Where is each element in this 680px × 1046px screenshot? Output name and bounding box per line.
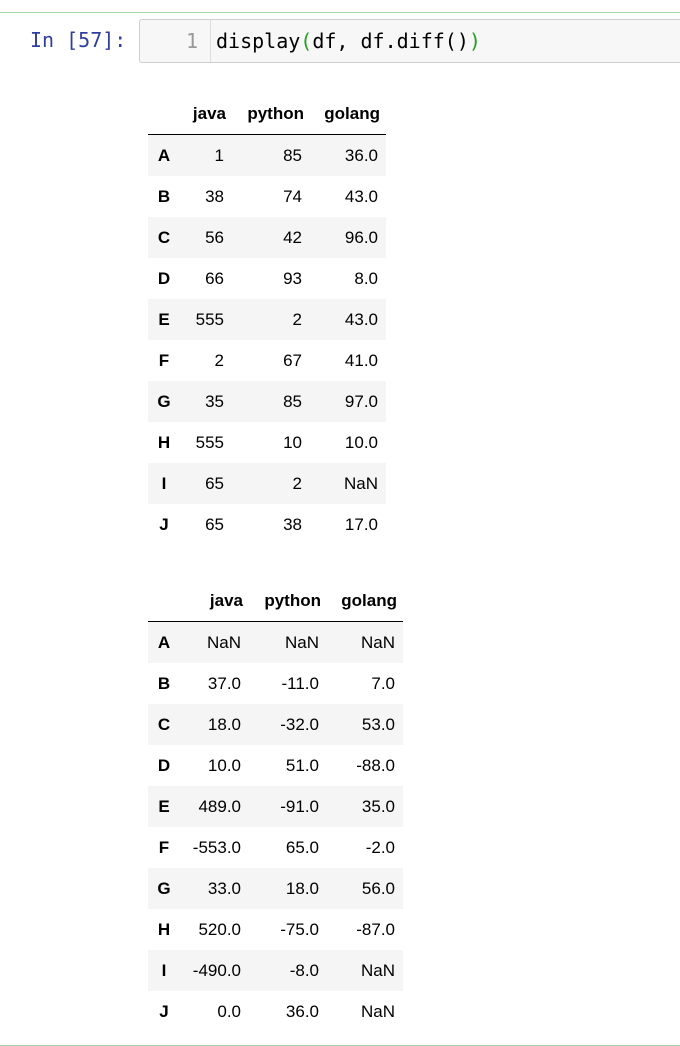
code-arguments: df, df.diff [312, 29, 445, 53]
table-row [148, 663, 403, 704]
table-row [148, 381, 386, 422]
code-function: display [216, 29, 301, 53]
table-cell: 38 [283, 514, 302, 534]
code-close-paren: ) [468, 29, 481, 53]
table-cell: 2 [292, 473, 302, 493]
table-cell: -91.0 [280, 796, 319, 816]
table-row [148, 176, 386, 217]
table-cell: 56 [205, 227, 224, 247]
row-index: D [157, 268, 171, 288]
row-index: J [159, 1001, 169, 1021]
row-index: I [161, 473, 167, 493]
table-cell: 51.0 [285, 755, 319, 775]
table-cell: 67 [283, 350, 302, 370]
table-row [148, 622, 403, 664]
row-index: A [157, 145, 171, 165]
table-cell: NaN [284, 632, 319, 652]
table-row [148, 340, 386, 381]
column-header: golang [327, 580, 403, 622]
table-row [148, 991, 403, 1032]
row-index: A [157, 632, 171, 652]
table-cell: 7.0 [371, 673, 395, 693]
table-cell: 56.0 [361, 878, 395, 898]
table-cell: 65.0 [285, 837, 319, 857]
index-header [148, 93, 180, 135]
row-index: F [158, 350, 170, 370]
row-index: H [157, 432, 171, 452]
table-cell: -87.0 [356, 919, 395, 939]
table-cell: -8.0 [289, 960, 319, 980]
column-header: java [180, 580, 249, 622]
table-cell: 93 [283, 268, 302, 288]
row-index: D [157, 755, 171, 775]
table-cell: NaN [343, 473, 378, 493]
table-cell: 10.0 [344, 432, 378, 452]
table-cell: 520.0 [198, 919, 241, 939]
table-row [148, 704, 403, 745]
code-input-area[interactable] [139, 19, 680, 63]
table-cell: 43.0 [344, 186, 378, 206]
table-cell: 36.0 [285, 1001, 319, 1021]
line-number-gutter [140, 20, 211, 62]
table-cell: 43.0 [344, 309, 378, 329]
table-cell: 38 [205, 186, 224, 206]
table-cell: 555 [195, 309, 224, 329]
table-cell: 17.0 [344, 514, 378, 534]
table-cell: 36.0 [344, 145, 378, 165]
dataframe-table-diff [148, 580, 403, 1032]
table-cell: 555 [195, 432, 224, 452]
row-index: G [157, 391, 171, 411]
table-cell: 2 [292, 309, 302, 329]
table-cell: -490.0 [192, 960, 241, 980]
table-row [148, 909, 403, 950]
table-cell: 41.0 [344, 350, 378, 370]
table-cell: 1 [214, 145, 224, 165]
code-inner-parens: () [444, 29, 469, 53]
table-cell: 10 [283, 432, 302, 452]
table-cell: 53.0 [361, 714, 395, 734]
dataframe-table-original [148, 93, 386, 545]
table-header-row [148, 580, 403, 622]
index-header [148, 580, 180, 622]
table-cell: 18.0 [285, 878, 319, 898]
table-cell: 97.0 [344, 391, 378, 411]
input-prompt: In [57]: [30, 28, 127, 52]
row-index: F [158, 837, 170, 857]
column-header: java [180, 93, 232, 135]
table-row [148, 135, 386, 177]
table-header-row [148, 93, 386, 135]
table-row [148, 217, 386, 258]
table-row [148, 868, 403, 909]
line-number: 1 [185, 29, 198, 53]
table-cell: 35.0 [361, 796, 395, 816]
table-cell: 65 [205, 514, 224, 534]
table-cell: 8.0 [354, 268, 378, 288]
cell-border-top [0, 12, 680, 13]
row-index: E [158, 796, 170, 816]
code-line[interactable] [216, 29, 481, 53]
row-index: I [161, 960, 167, 980]
table-row [148, 299, 386, 340]
table-cell: 66 [205, 268, 224, 288]
table-row [148, 422, 386, 463]
code-open-paren: ( [300, 29, 313, 53]
table-cell: 2 [214, 350, 224, 370]
table-cell: -75.0 [280, 919, 319, 939]
table-row [148, 950, 403, 991]
column-header: python [232, 93, 310, 135]
table-cell: NaN [360, 960, 395, 980]
row-index: J [159, 514, 169, 534]
table-cell: 33.0 [207, 878, 241, 898]
column-header: golang [310, 93, 386, 135]
table-cell: NaN [206, 632, 241, 652]
table-cell: 0.0 [217, 1001, 241, 1021]
table-cell: 85 [283, 391, 302, 411]
table-row [148, 827, 403, 868]
table-cell: 85 [283, 145, 302, 165]
table-row [148, 786, 403, 827]
table-cell: -2.0 [365, 837, 395, 857]
table-row [148, 258, 386, 299]
table-cell: 65 [205, 473, 224, 493]
table-cell: -88.0 [356, 755, 395, 775]
table-cell: 10.0 [207, 755, 241, 775]
column-header: python [249, 580, 327, 622]
table-cell: 96.0 [344, 227, 378, 247]
table-cell: 37.0 [207, 673, 241, 693]
table-cell: -32.0 [280, 714, 319, 734]
table-row [148, 463, 386, 504]
row-index: C [157, 227, 171, 247]
row-index: E [158, 309, 170, 329]
table-cell: 18.0 [207, 714, 241, 734]
table-cell: NaN [360, 1001, 395, 1021]
row-index: H [157, 919, 171, 939]
table-row [148, 504, 386, 545]
row-index: B [157, 673, 171, 693]
row-index: B [157, 186, 171, 206]
table-cell: 489.0 [198, 796, 241, 816]
table-row [148, 745, 403, 786]
table-cell: 35 [205, 391, 224, 411]
table-cell: NaN [360, 632, 395, 652]
table-cell: 74 [283, 186, 302, 206]
table-cell: -11.0 [281, 673, 319, 693]
row-index: G [157, 878, 171, 898]
table-cell: -553.0 [192, 837, 241, 857]
row-index: C [157, 714, 171, 734]
table-cell: 42 [283, 227, 302, 247]
